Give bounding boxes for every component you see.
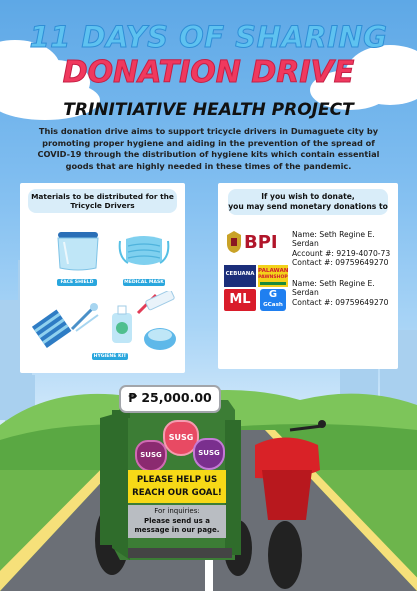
project-subtitle: TRINITIATIVE HEALTH PROJECT — [63, 100, 354, 120]
palawan-logo: PALAWAN PAWNSHOP — [258, 265, 288, 287]
cta-banner: PLEASE HELP US REACH OUR GOAL! — [128, 470, 226, 503]
susg-logo-center: SUSG — [163, 420, 199, 456]
medical-mask-label: MEDICAL MASK — [124, 280, 164, 285]
hygiene-kit-label: HYGIENE KIT — [93, 354, 127, 359]
gcash-mark-icon: G — [268, 289, 278, 300]
susg-logo-right: SUSG — [193, 438, 225, 470]
goal-amount: ₱ 25,000.00 — [128, 390, 212, 405]
title-line-2: DONATION DRIVE — [62, 55, 355, 90]
materials-heading: Materials to be distributed for the Tricycle Drivers — [28, 189, 177, 213]
bpi-logo: BPI — [226, 230, 284, 256]
donate-heading: If you wish to donate, you may send monetary donations to — [228, 189, 388, 215]
title-line-1: 11 DAYS OF SHARING — [29, 20, 388, 54]
description: This donation drive aims to support tricycle drivers in Dumaguete city by promoting proper hygiene and aiding in the prevention of the spread of COVID-19 through the distribution of hygiene kits which contain essential goods that are highly needed in these times of the pandemic. — [37, 126, 380, 171]
susg-logo-left: SUSG — [135, 440, 167, 472]
cebuana-logo: CEBUANA — [224, 265, 256, 287]
remittance-details: Name: Seth Regine E. Serdan Contact #: 09759649270 — [292, 279, 389, 307]
gcash-logo: G GCash — [260, 289, 286, 311]
ml-logo: ML — [224, 289, 256, 311]
bpi-details: Name: Seth Regine E. Serdan Account #: 9219-4070-73 Contact #: 09759649270 — [292, 230, 391, 268]
face-shield-label: FACE SHIELD — [57, 279, 97, 286]
inquiries-box: For inquiries: Please send us a message in our page. — [128, 505, 226, 538]
